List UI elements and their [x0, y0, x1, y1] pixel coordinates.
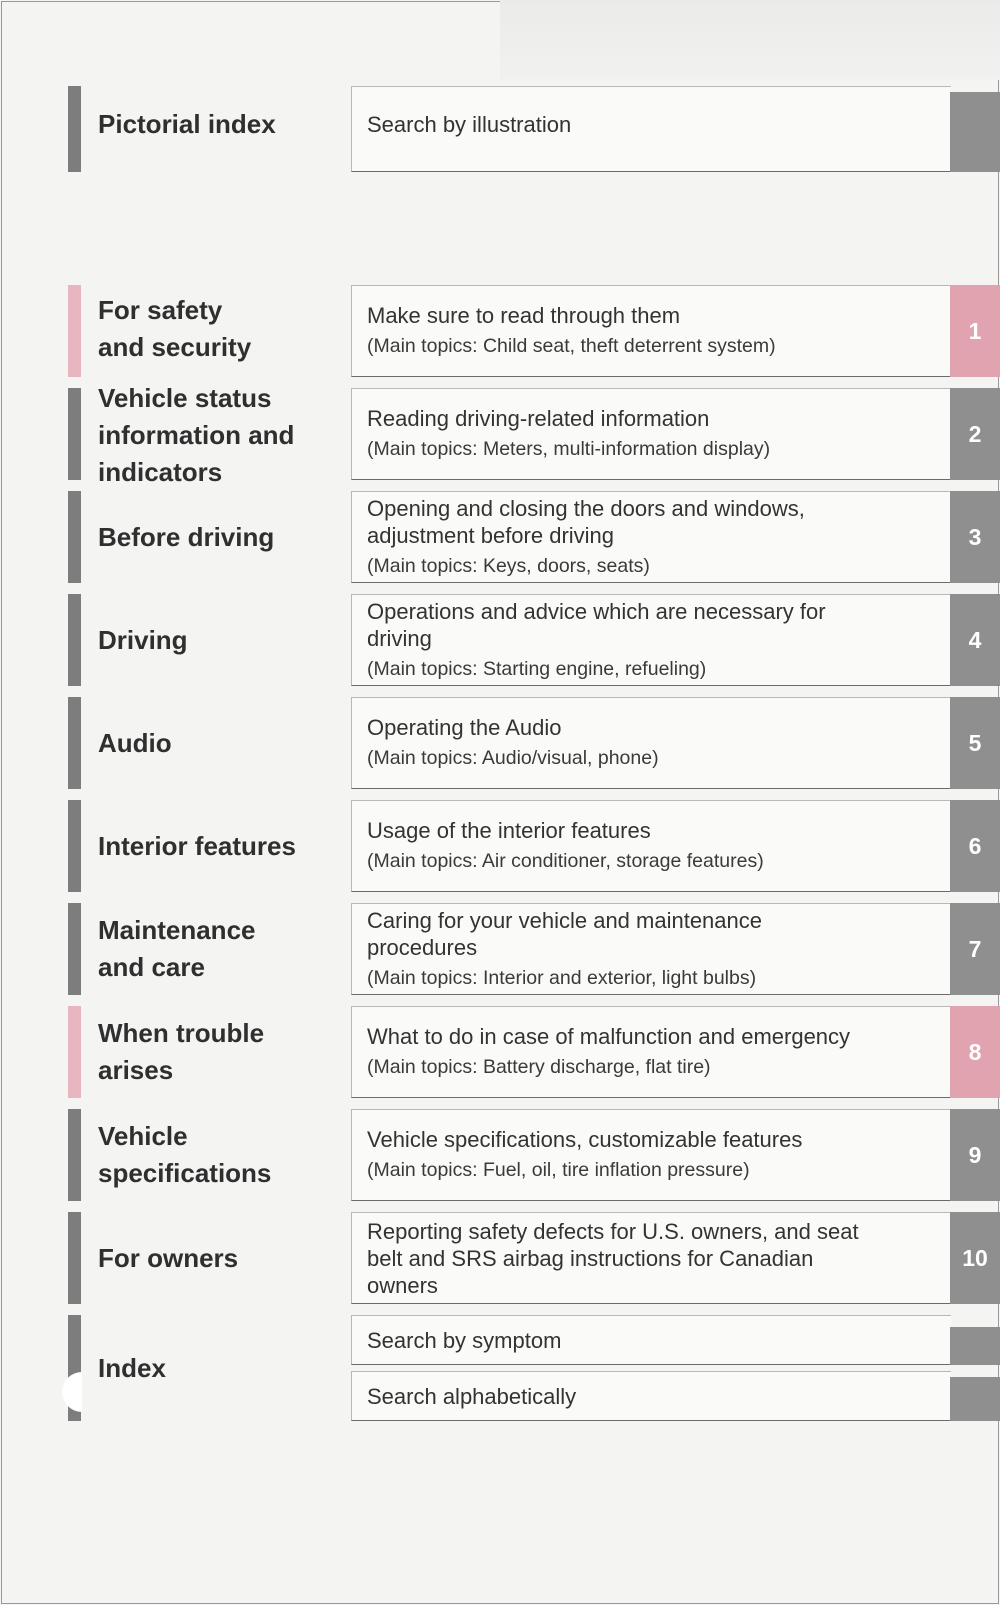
index-alphabetical-box[interactable]	[351, 1371, 951, 1421]
section-description: Caring for your vehicle and maintenance procedures	[367, 907, 763, 960]
section-description: Operating the Audio	[367, 715, 562, 740]
section-main-topics: (Main topics: Air conditioner, storage features)	[367, 850, 764, 872]
section-row-specifications[interactable]	[0, 1109, 1000, 1201]
section-main-topics: (Main topics: Audio/visual, phone)	[367, 747, 659, 769]
section-tab-9[interactable]: 9	[950, 1109, 1000, 1201]
index-tab-symptom[interactable]	[950, 1327, 1000, 1365]
section-main-topics: (Main topics: Child seat, theft deterrent system)	[367, 335, 776, 357]
section-color-bar	[68, 86, 81, 172]
section-color-bar	[68, 1212, 81, 1304]
section-row-interior[interactable]	[0, 800, 1000, 892]
section-main-topics: (Main topics: Fuel, oil, tire inflation pressure)	[367, 1159, 750, 1181]
section-row-index[interactable]	[0, 1315, 1000, 1421]
section-row-vehicle-status[interactable]	[0, 382, 1000, 487]
section-color-bar	[68, 697, 81, 789]
section-description-box	[351, 86, 951, 172]
section-description-box	[351, 903, 951, 995]
section-tab-5[interactable]: 5	[950, 697, 1000, 789]
section-color-bar	[68, 903, 81, 995]
section-description: Opening and closing the doors and windows, adjustment before driving	[367, 495, 805, 548]
section-color-bar	[68, 491, 81, 583]
section-main-topics: (Main topics: Interior and exterior, light bulbs)	[367, 966, 757, 989]
section-title: Maintenance and care	[98, 915, 256, 982]
section-main-topics: (Main topics: Meters, multi-information display)	[367, 438, 771, 460]
section-title: Before driving	[98, 521, 275, 552]
section-tab-10[interactable]: 10	[950, 1212, 1000, 1304]
section-tab[interactable]	[950, 92, 1000, 172]
section-title: For safety and security	[98, 295, 252, 362]
section-main-topics: (Main topics: Battery discharge, flat tire)	[367, 1056, 711, 1078]
index-symptom-box[interactable]	[351, 1315, 951, 1365]
section-description-box	[351, 697, 951, 789]
section-title: When trouble arises	[98, 1018, 265, 1085]
index-search-alphabetical: Search alphabetically	[367, 1383, 577, 1409]
section-description: Vehicle specifications, customizable features	[367, 1127, 803, 1152]
section-row-owners[interactable]	[0, 1212, 1000, 1304]
section-description-box	[351, 388, 951, 480]
section-description-box	[351, 800, 951, 892]
section-color-bar	[68, 388, 81, 480]
section-row-before-driving[interactable]	[0, 491, 1000, 583]
section-description-box	[351, 1006, 951, 1098]
section-tab-6[interactable]: 6	[950, 800, 1000, 892]
section-row-safety[interactable]	[0, 285, 1000, 377]
section-description: What to do in case of malfunction and emergency	[367, 1024, 851, 1049]
section-tab-7[interactable]: 7	[950, 903, 1000, 995]
section-description-box	[351, 285, 951, 377]
section-color-bar	[68, 1109, 81, 1201]
section-row-pictorial-index[interactable]	[0, 86, 1000, 172]
section-color-bar	[68, 594, 81, 686]
section-description: Search by illustration	[367, 111, 572, 137]
section-title: Vehicle status information and indicators	[98, 382, 295, 487]
index-title: Index	[98, 1352, 166, 1383]
section-tab-2[interactable]: 2	[950, 388, 1000, 480]
section-color-bar	[68, 285, 81, 377]
section-tab-8[interactable]: 8	[950, 1006, 1000, 1098]
section-tab-3[interactable]: 3	[950, 491, 1000, 583]
section-title: Vehicle specifications	[98, 1121, 272, 1188]
section-description: Operations and advice which are necessary for driving	[367, 598, 826, 651]
section-description-box	[351, 594, 951, 686]
index-tab-alphabetical[interactable]	[950, 1377, 1000, 1421]
section-color-bar	[68, 800, 81, 892]
section-main-topics: (Main topics: Starting engine, refueling)	[367, 657, 707, 680]
section-description: Usage of the interior features	[367, 818, 651, 843]
section-description-box	[351, 1212, 951, 1304]
section-description: Reading driving-related information	[367, 406, 710, 431]
section-title: For owners	[98, 1242, 239, 1273]
section-description: Make sure to read through them	[367, 303, 681, 328]
section-row-audio[interactable]	[0, 697, 1000, 789]
bleed-through-header	[500, 0, 1000, 80]
section-title: Interior features	[98, 830, 296, 861]
section-description-box	[351, 1109, 951, 1201]
section-color-bar	[68, 1006, 81, 1098]
section-description-box	[351, 491, 951, 583]
section-row-maintenance[interactable]	[0, 903, 1000, 995]
index-search-symptom: Search by symptom	[367, 1327, 562, 1353]
section-row-driving[interactable]	[0, 594, 1000, 686]
section-tab-4[interactable]: 4	[950, 594, 1000, 686]
section-title: Audio	[98, 727, 172, 758]
section-title: Driving	[98, 624, 188, 655]
section-title: Pictorial index	[98, 108, 276, 139]
section-main-topics: (Main topics: Keys, doors, seats)	[367, 554, 650, 577]
section-description: Reporting safety defects for U.S. owners, and seat belt and SRS airbag instructions for Canadian owners	[367, 1218, 859, 1298]
section-row-trouble[interactable]	[0, 1006, 1000, 1098]
section-tab-1[interactable]: 1	[950, 285, 1000, 377]
